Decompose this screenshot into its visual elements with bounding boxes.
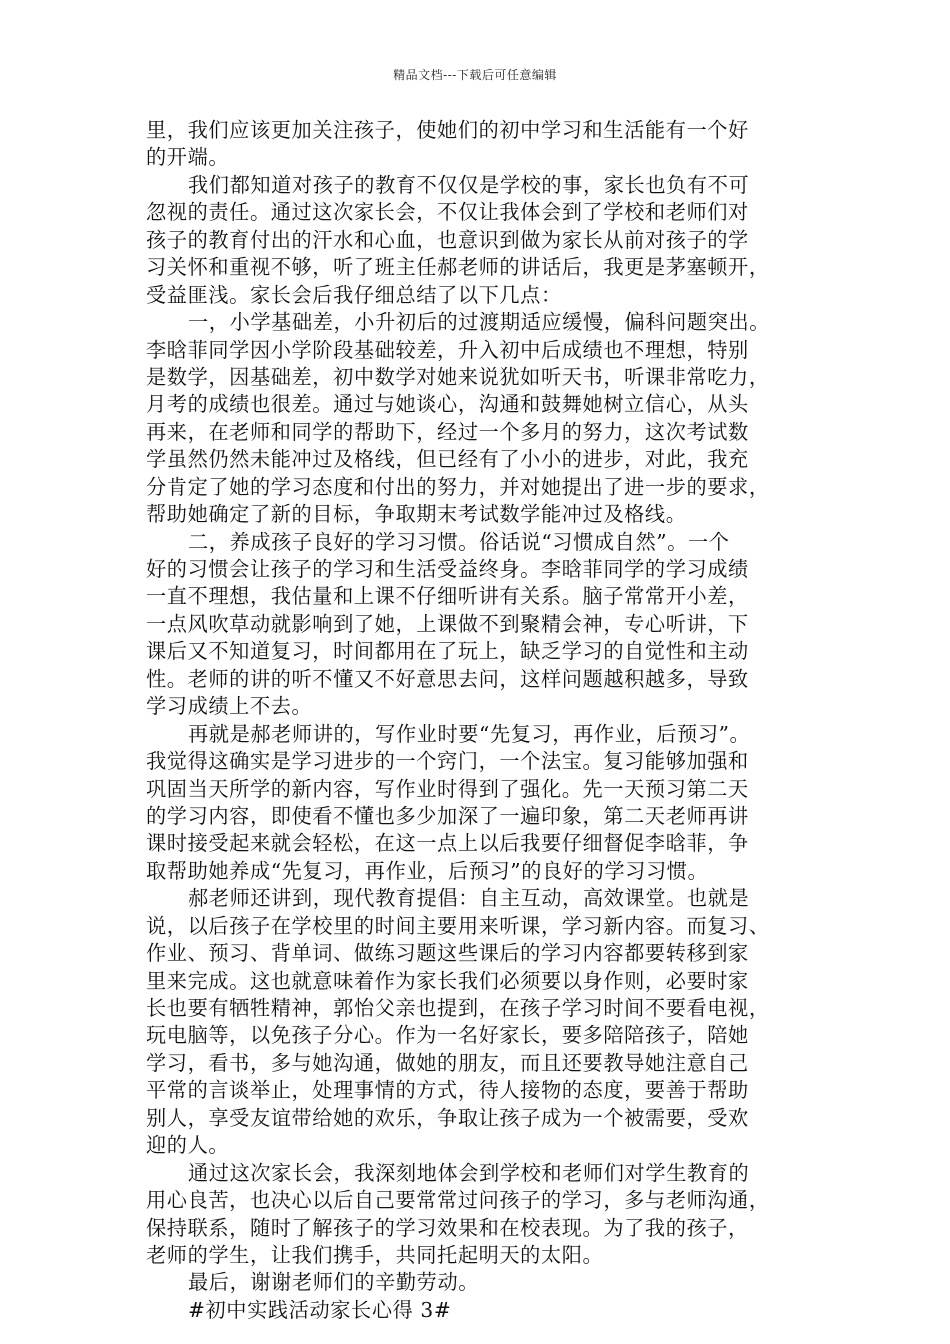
text-line: 二，养成孩子良好的学习习惯。俗话说“习惯成自然”。一个	[188, 529, 730, 554]
text-line: 别人，享受友谊带给她的欢乐，争取让孩子成为一个被需要，受欢	[146, 1105, 749, 1130]
text-line: 学习成绩上不去。	[146, 694, 313, 719]
text-line: 用心良苦，也决心以后自己要常常过问孩子的学习，多与老师沟通，	[146, 1188, 770, 1213]
text-line: 一直不理想，我估量和上课不仔细听讲有关系。脑子常常开小差，	[146, 584, 749, 609]
text-line: 分肯定了她的学习态度和付出的努力，并对她提出了进一步的要求，	[146, 474, 770, 499]
text-line: 帮助她确定了新的目标，争取期末考试数学能冲过及格线。	[146, 502, 687, 527]
document-body	[146, 117, 806, 1324]
text-line: 一，小学基础差，小升初后的过渡期适应缓慢，偏科问题突出。	[188, 310, 771, 335]
text-line: 作业、预习、背单词、做练习题这些课后的学习内容都要转移到家	[146, 941, 749, 966]
text-line: 说，以后孩子在学校里的时间主要用来听课，学习新内容。而复习、	[146, 913, 770, 938]
text-line: 一点风吹草动就影响到了她，上课做不到聚精会神，专心听讲，下	[146, 611, 749, 636]
text-line: 保持联系，随时了解孩子的学习效果和在校表现。为了我的孩子，	[146, 1215, 749, 1240]
text-line: 里来完成。这也就意味着作为家长我们必须要以身作则，必要时家	[146, 968, 749, 993]
text-line: 习关怀和重视不够，听了班主任郝老师的讲话后，我更是茅塞顿开，	[146, 255, 770, 280]
text-line: 受益匪浅。家长会后我仔细总结了以下几点：	[146, 282, 562, 307]
page-header: 精品文档---下载后可任意编辑	[393, 68, 557, 82]
text-line: 我们都知道对孩子的教育不仅仅是学校的事，家长也负有不可	[188, 172, 750, 197]
text-line: 的开端。	[146, 145, 230, 170]
text-line: 巩固当天所学的新内容，写作业时得到了强化。先一天预习第二天	[146, 776, 749, 801]
text-line: 老师的学生，让我们携手，共同托起明天的太阳。	[146, 1242, 604, 1267]
text-line: 孩子的教育付出的汗水和心血，也意识到做为家长从前对孩子的学	[146, 227, 749, 252]
text-line: 李晗菲同学因小学阶段基础较差，升入初中后成绩也不理想，特别	[146, 337, 749, 362]
text-line: 取帮助她养成“先复习，再作业，后预习”的良好的学习习惯。	[146, 858, 709, 883]
text-line: 学虽然仍然未能冲过及格线，但已经有了小小的进步，对此，我充	[146, 447, 749, 472]
text-line: 通过这次家长会，我深刻地体会到学校和老师们对学生教育的	[188, 1160, 750, 1185]
text-line: 课时接受起来就会轻松，在这一点上以后我要仔细督促李晗菲，争	[146, 831, 749, 856]
text-line: 月考的成绩也很差。通过与她谈心，沟通和鼓舞她树立信心，从头	[146, 392, 749, 417]
text-line: 玩电脑等，以免孩子分心。作为一名好家长，要多陪陪孩子，陪她	[146, 1023, 749, 1048]
text-line: 再来，在老师和同学的帮助下，经过一个多月的努力，这次考试数	[146, 419, 749, 444]
text-line: 平常的言谈举止，处理事情的方式，待人接物的态度，要善于帮助	[146, 1078, 749, 1103]
text-line: 忽视的责任。通过这次家长会，不仅让我体会到了学校和老师们对	[146, 200, 749, 225]
text-line: 性。老师的讲的听不懂又不好意思去问，这样问题越积越多，导致	[146, 666, 749, 691]
text-line: 迎的人。	[146, 1133, 230, 1158]
text-line: 再就是郝老师讲的，写作业时要“先复习，再作业，后预习”。	[188, 721, 751, 746]
text-line: 好的习惯会让孩子的学习和生活受益终身。李晗菲同学的学习成绩	[146, 557, 749, 581]
text-line: 我觉得这确实是学习进步的一个窍门，一个法宝。复习能够加强和	[146, 749, 749, 774]
text-line: 是数学，因基础差，初中数学对她来说犹如听天书，听课非常吃力，	[146, 364, 770, 389]
text-line: 郝老师还讲到，现代教育提倡：自主互动，高效课堂。也就是	[188, 886, 750, 911]
text-line: 课后又不知道复习，时间都用在了玩上，缺乏学习的自觉性和主动	[146, 639, 749, 664]
text-line: 学习，看书，多与她沟通，做她的朋友，而且还要教导她注意自己	[146, 1050, 749, 1075]
text-line: 最后，谢谢老师们的辛勤劳动。	[188, 1270, 480, 1295]
text-line: 的学习内容，即使看不懂也多少加深了一遍印象，第二天老师再讲	[146, 803, 749, 828]
text-line: 里，我们应该更加关注孩子，使她们的初中学习和生活能有一个好	[146, 118, 749, 142]
text-line: 长也要有牺牲精神，郭怡父亲也提到，在孩子学习时间不要看电视，	[146, 996, 770, 1020]
text-line: #初中实践活动家长心得 3#	[188, 1297, 452, 1322]
